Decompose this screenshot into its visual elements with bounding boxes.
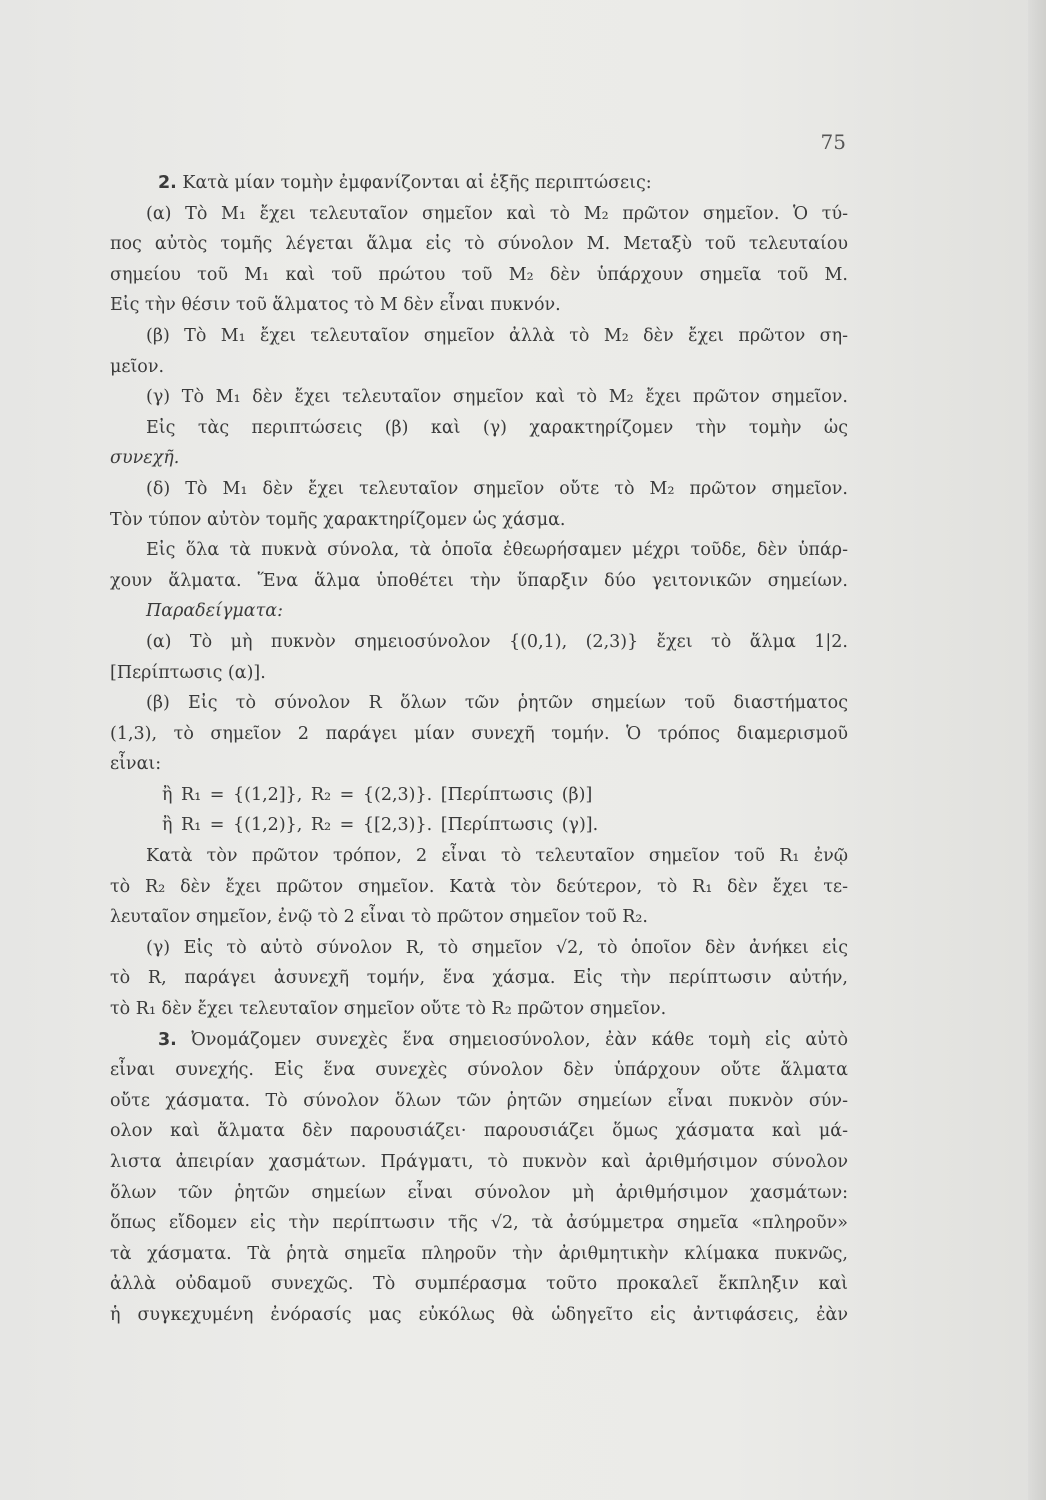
text-line: (1,3), τὸ σημεῖον 2 παράγει μίαν συνεχῆ τομήν. Ὁ τρόπος διαμερισμοῦ <box>110 723 848 744</box>
page-edge-shadow <box>1028 0 1046 1500</box>
text-line: λιστα ἀπειρίαν χασμάτων. Πράγματι, τὸ πυκνὸν καὶ ἀριθμήσιμον σύνολον <box>110 1152 848 1172</box>
text-line: (α) Τὸ M₁ ἔχει τελευταῖον σημεῖον καὶ τὸ M₂ πρῶτον σημεῖον. Ὁ τύ- <box>146 203 848 224</box>
text-line: Εἰς ὅλα τὰ πυκνὰ σύνολα, τὰ ὁποῖα ἐθεωρήσαμεν μέχρι τοῦδε, δὲν ὑπάρ- <box>146 540 848 561</box>
text-line: ἀλλὰ οὐδαμοῦ συνεχῶς. Τὸ συμπέρασμα τοῦτο προκαλεῖ ἔκπληξιν καὶ <box>110 1274 848 1295</box>
text-line: Εἰς τὰς περιπτώσεις (β) καὶ (γ) χαρακτηρίζομεν τὴν τομὴν ὡς <box>146 417 848 438</box>
body-text <box>110 168 848 1331</box>
text-line: τὸ R₂ δὲν ἔχει πρῶτον σημεῖον. Κατὰ τὸν δεύτερον, τὸ R₁ δὲν ἔχει τε- <box>110 876 848 897</box>
text-line: σημείου τοῦ M₁ καὶ τοῦ πρώτου τοῦ M₂ δὲν ὑπάρχουν σημεῖα τοῦ M. <box>110 264 848 285</box>
text-line: Τὸν τύπον αὐτὸν τομῆς χαρακτηρίζομεν ὡς χάσμα. <box>110 509 566 530</box>
section-number: 3. <box>158 1029 177 1050</box>
text-line: Κατὰ τὸν πρῶτον τρόπον, 2 εἶναι τὸ τελευταῖον σημεῖον τοῦ R₁ ἐνῷ <box>146 846 848 867</box>
examples-heading: Παραδείγματα: <box>146 601 284 622</box>
text-line: εἶναι συνεχής. Εἰς ἕνα συνεχὲς σύνολον δὲν ὑπάρχουν οὔτε ἅλματα <box>110 1060 848 1081</box>
section-number: 2. <box>158 173 177 193</box>
text-line: (γ) Τὸ M₁ δὲν ἔχει τελευταῖον σημεῖον καὶ τὸ M₂ ἔχει πρῶτον σημεῖον. <box>146 387 848 408</box>
text-line: λευταῖον σημεῖον, ἐνῷ τὸ 2 εἶναι τὸ πρῶτον σημεῖον τοῦ R₂. <box>110 907 648 928</box>
formula-line: ἢ R₁ = {(1,2]}, R₂ = {(2,3)}. [Περίπτωσις (β)] <box>162 784 593 805</box>
text-line: τὸ R₁ δὲν ἔχει τελευταῖον σημεῖον οὔτε τὸ R₂ πρῶτον σημεῖον. <box>110 999 667 1020</box>
text-line: οὔτε χάσματα. Τὸ σύνολον ὅλων τῶν ῥητῶν σημείων εἶναι πυκνὸν σύν- <box>110 1090 848 1111</box>
text-line: (γ) Εἰς τὸ αὐτὸ σύνολον R, τὸ σημεῖον √2, τὸ ὁποῖον δὲν ἀνήκει εἰς <box>146 937 848 958</box>
text-line: ἡ συγκεχυμένη ἐνόρασίς μας εὐκόλως θὰ ὡδηγεῖτο εἰς ἀντιφάσεις, ἐὰν <box>110 1304 848 1325</box>
text-line: τὰ χάσματα. Τὰ ῥητὰ σημεῖα πληροῦν τὴν ἀριθμητικὴν κλίμακα πυκνῶς, <box>110 1243 848 1264</box>
page-number: 75 <box>820 130 846 154</box>
text-line: 2. Κατὰ μίαν τομὴν ἐμφανίζονται αἱ ἑξῆς περιπτώσεις: <box>158 173 652 193</box>
text-line: 3. Ὀνομάζομεν συνεχὲς ἕνα σημειοσύνολον, ἐὰν κάθε τομὴ εἰς αὐτὸ <box>158 1029 848 1050</box>
text-line: (α) Τὸ μὴ πυκνὸν σημειοσύνολον {(0,1), (2,3)} ἔχει τὸ ἅλμα 1|2. <box>146 631 848 652</box>
text-line: ολον καὶ ἅλματα δὲν παρουσιάζει· παρουσιάζει ὅμως χάσματα καὶ μά- <box>110 1121 848 1142</box>
formula-line: ἢ R₁ = {(1,2)}, R₂ = {[2,3)}. [Περίπτωσις (γ)]. <box>162 815 599 836</box>
text-line: ὅπως εἴδομεν εἰς τὴν περίπτωσιν τῆς √2, τὰ ἀσύμμετρα σημεῖα «πληροῦν» <box>110 1213 848 1234</box>
text-line: πος αὐτὸς τομῆς λέγεται ἅλμα εἰς τὸ σύνολον M. Μεταξὺ τοῦ τελευταίου <box>110 234 848 255</box>
text-line: Εἰς τὴν θέσιν τοῦ ἅλματος τὸ M δὲν εἶναι πυκνόν. <box>110 295 561 316</box>
text-line: [Περίπτωσις (α)]. <box>110 662 266 683</box>
text-line: ὅλων τῶν ῥητῶν σημείων εἶναι σύνολον μὴ ἀριθμήσιμον χασμάτων: <box>110 1182 848 1203</box>
text-line: (β) Τὸ M₁ ἔχει τελευταῖον σημεῖον ἀλλὰ τὸ M₂ δὲν ἔχει πρῶτον ση- <box>146 325 848 346</box>
text-line: μεῖον. <box>110 356 165 377</box>
text-line: χουν ἅλματα. Ἕνα ἅλμα ὑποθέτει τὴν ὕπαρξιν δύο γειτονικῶν σημείων. <box>110 570 848 591</box>
text-line: εἶναι: <box>110 754 162 775</box>
text-line: (β) Εἰς τὸ σύνολον R ὅλων τῶν ῥητῶν σημείων τοῦ διαστήματος <box>146 693 848 714</box>
text-line: συνεχῆ. <box>110 448 180 469</box>
text-line: (δ) Τὸ M₁ δὲν ἔχει τελευταῖον σημεῖον οὔτε τὸ M₂ πρῶτον σημεῖον. <box>146 478 848 499</box>
text-line: τὸ R, παράγει ἀσυνεχῆ τομήν, ἕνα χάσμα. Εἰς τὴν περίπτωσιν αὐτήν, <box>110 968 848 989</box>
